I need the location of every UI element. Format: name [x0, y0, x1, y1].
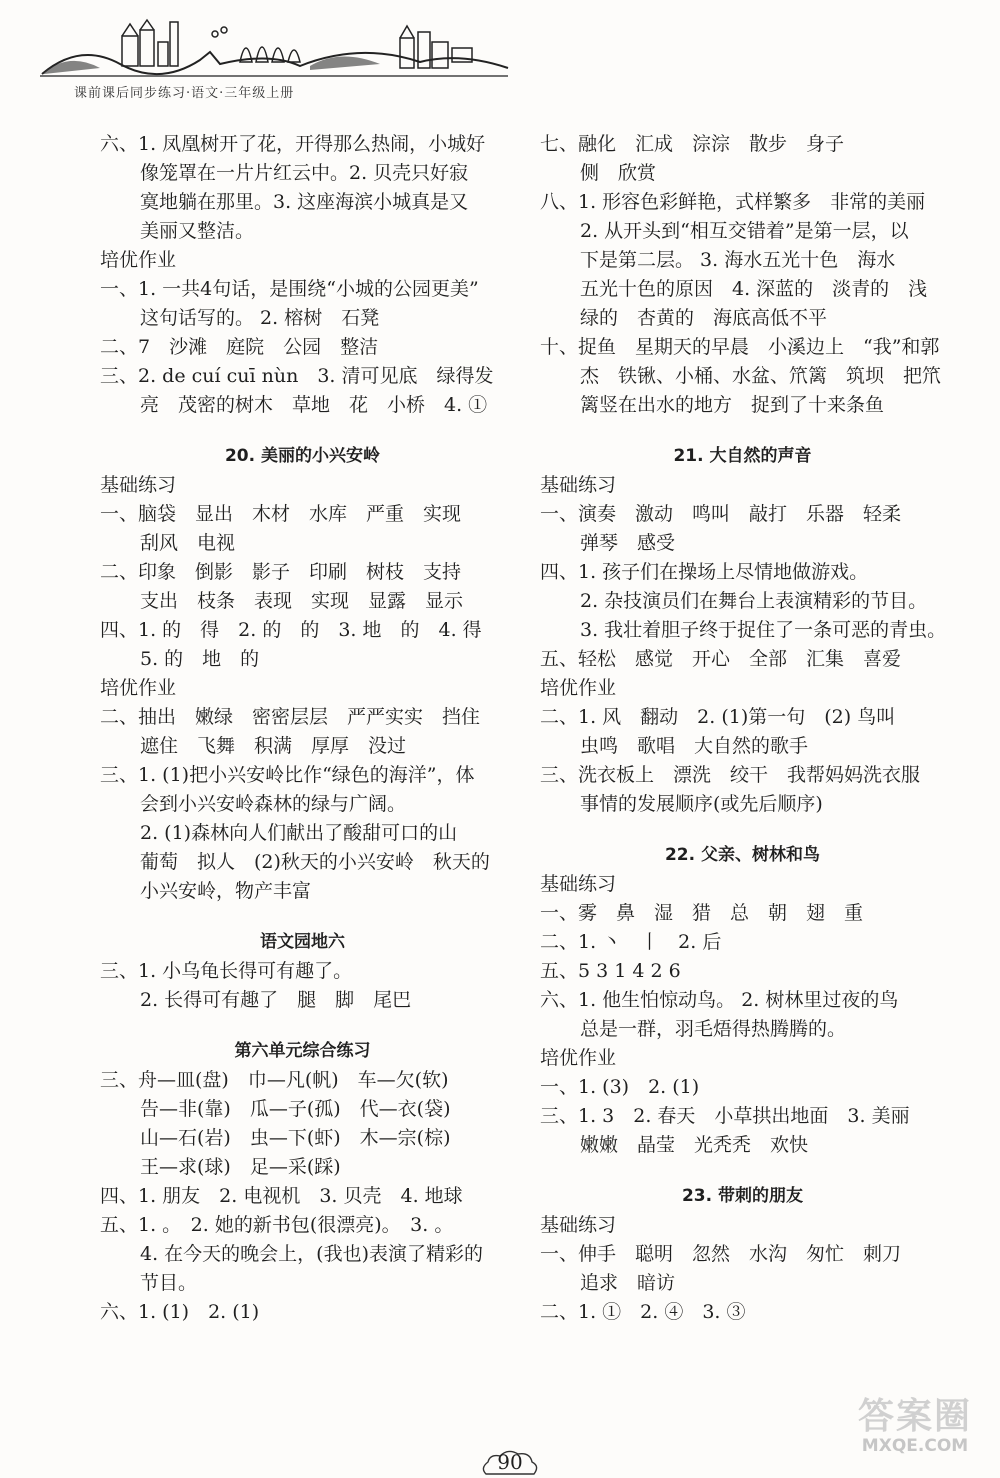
answer-line: 四、1. 的 得 2. 的 的 3. 地 的 4. 得 [100, 619, 482, 641]
answer-line: 三、1. 3 2. 春天 小草拱出地面 3. 美丽 [540, 1105, 910, 1127]
answer-line: 篱竖在出水的地方 捉到了十来条鱼 [580, 394, 885, 416]
watermark-url: MXQE.COM [861, 1436, 969, 1456]
answer-line: 2. 杂技演员们在舞台上表演精彩的节目。 [580, 590, 928, 612]
answer-line: 亮 茂密的树木 草地 花 小桥 4. ① [140, 394, 488, 416]
section-title: 22. 父亲、树林和鸟 [664, 845, 821, 865]
answer-line: 三、舟—皿(盘) 巾—凡(帆) 车—欠(软) [100, 1069, 449, 1091]
answer-line: 侧 欣赏 [580, 162, 657, 184]
answer-line: 会到小兴安岭森林的绿与广阔。 [140, 793, 407, 815]
answer-line: 五、1. 。 2. 她的新书包(很漂亮)。 3. 。 [100, 1214, 454, 1236]
section-gap [540, 819, 945, 841]
watermark [835, 1388, 995, 1464]
watermark-logo: 答案圈 [857, 1396, 972, 1437]
page-number: 90 [497, 1450, 523, 1474]
answer-line: 基础练习 [540, 873, 617, 895]
answer-line: 追求 暗访 [580, 1272, 676, 1294]
answer-line: 六、1. (1) 2. (1) [100, 1301, 260, 1323]
answer-line: 四、1. 孩子们在操场上尽情地做游戏。 [540, 561, 869, 583]
answer-line: 三、2. de cuí cuī nùn 3. 清可见底 绿得发 [100, 365, 494, 387]
answer-line: 像笼罩在一片片红云中。2. 贝壳只好寂 [140, 162, 469, 184]
answer-line: 2. 从开头到“相互交错着”是第一层，以 [580, 220, 909, 242]
answer-line: 三、1. (1)把小兴安岭比作“绿色的海洋”，体 [100, 764, 475, 786]
answer-line: 事情的发展顺序(或先后顺序) [580, 793, 823, 815]
answer-line: 培优作业 [100, 677, 177, 699]
answer-line: 二、抽出 嫩绿 密密层层 严严实实 挡住 [100, 706, 481, 728]
answer-line: 4. 在今天的晚会上，(我也)表演了精彩的 [140, 1243, 483, 1265]
section-title: 语文园地六 [260, 932, 345, 952]
answer-line: 二、1. 丶 丨 2. 后 [540, 931, 722, 953]
answer-line: 基础练习 [540, 1214, 617, 1236]
answer-line: 支出 枝条 表现 实现 显露 显示 [140, 590, 464, 612]
section-title: 21. 大自然的声音 [673, 446, 812, 466]
answer-line: 下是第二层。 3. 海水五光十色 海水 [580, 249, 896, 271]
answer-line: 弹琴 感受 [580, 532, 676, 554]
answer-line: 葡萄 拟人 (2)秋天的小兴安岭 秋天的 [140, 851, 490, 873]
answer-line: 二、7 沙滩 庭院 公园 整洁 [100, 336, 379, 358]
answer-line: 2. 长得可有趣了 腿 脚 尾巴 [140, 989, 412, 1011]
left-column [100, 130, 505, 1327]
answer-line: 虫鸣 歌唱 大自然的歌手 [580, 735, 809, 757]
answer-line: 基础练习 [100, 474, 177, 496]
answer-line: 总是一群，羽毛焐得热腾腾的。 [580, 1018, 847, 1040]
answer-line: 五、5 3 1 4 2 6 [540, 960, 681, 982]
answer-line: 五光十色的原因 4. 深蓝的 淡青的 浅 [580, 278, 928, 300]
answer-line: 寞地躺在那里。3. 这座海滨小城真是又 [140, 191, 469, 213]
book-title: 课前课后同步练习·语文·三年级上册 [74, 86, 295, 101]
answer-line: 2. (1)森林向人们献出了酸甜可口的山 [140, 822, 458, 844]
section-gap [100, 906, 505, 928]
section-gap [100, 1015, 505, 1037]
header-banner [40, 12, 510, 102]
answer-line: 基础练习 [540, 474, 617, 496]
answer-line: 一、1. 一共4句话，是围绕“小城的公园更美” [100, 278, 479, 300]
answer-line: 一、雾 鼻 湿 猎 总 朝 翅 重 [540, 902, 864, 924]
answer-line: 山—石(岩) 虫—下(虾) 木—宗(棕) [140, 1127, 451, 1149]
answer-line: 五、轻松 感觉 开心 全部 汇集 喜爱 [540, 648, 902, 670]
answer-line: 三、洗衣板上 漂洗 绞干 我帮妈妈洗衣服 [540, 764, 921, 786]
answer-line: 绿的 杏黄的 海底高低不平 [580, 307, 828, 329]
answer-line: 培优作业 [540, 677, 617, 699]
answer-line: 二、印象 倒影 影子 印刷 树枝 支持 [100, 561, 462, 583]
answer-line: 这句话写的。 2. 榕树 石凳 [140, 307, 380, 329]
answer-line: 节目。 [140, 1272, 198, 1294]
answer-line: 杰 铁锹、小桶、水盆、笊篱 筑坝 把笊 [580, 365, 942, 387]
answer-line: 遮住 飞舞 积满 厚厚 没过 [140, 735, 407, 757]
section-title: 20. 美丽的小兴安岭 [224, 446, 381, 466]
answer-line: 一、伸手 聪明 忽然 水沟 匆忙 刺刀 [540, 1243, 902, 1265]
answer-line: 培优作业 [100, 249, 177, 271]
answer-line: 二、1. 风 翻动 2. (1)第一句 (2) 鸟叫 [540, 706, 896, 728]
answer-line: 八、1. 形容色彩鲜艳，式样繁多 非常的美丽 [540, 191, 926, 213]
answer-line: 一、脑袋 显出 木材 水库 严重 实现 [100, 503, 462, 525]
answer-line: 六、1. 凤凰树开了花，开得那么热闹，小城好 [100, 133, 486, 155]
answer-line: 王—求(球) 足—采(踩) [140, 1156, 341, 1178]
answer-line: 培优作业 [540, 1047, 617, 1069]
section-title: 23. 带刺的朋友 [681, 1186, 804, 1206]
section-gap [540, 420, 945, 442]
answer-line: 六、1. 他生怕惊动鸟。 2. 树林里过夜的鸟 [540, 989, 899, 1011]
answer-line: 刮风 电视 [140, 532, 236, 554]
answer-line: 一、1. (3) 2. (1) [540, 1076, 700, 1098]
page-number-badge [478, 1448, 542, 1478]
answer-line: 小兴安岭，物产丰富 [140, 880, 312, 902]
answer-line: 一、演奏 激动 鸣叫 敲打 乐器 轻柔 [540, 503, 902, 525]
answer-line: 3. 我壮着胆子终于捉住了一条可恶的青虫。 [580, 619, 947, 641]
town-skyline-icon [40, 12, 510, 82]
section-gap [100, 420, 505, 442]
answer-line: 三、1. 小乌龟长得可有趣了。 [100, 960, 353, 982]
section-gap [540, 1160, 945, 1182]
answer-line: 二、1. ① 2. ④ 3. ③ [540, 1301, 746, 1323]
answer-line: 美丽又整洁。 [140, 220, 255, 242]
right-column [540, 130, 945, 1327]
answer-line: 十、捉鱼 星期天的早晨 小溪边上 “我”和郭 [540, 336, 940, 358]
answer-line: 5. 的 地 的 [140, 648, 260, 670]
answer-line: 七、融化 汇成 淙淙 散步 身子 [540, 133, 845, 155]
answer-line: 嫩嫩 晶莹 光秃秃 欢快 [580, 1134, 809, 1156]
section-title: 第六单元综合练习 [234, 1041, 371, 1061]
answer-line: 告—非(靠) 瓜—子(孤) 代—衣(袋) [140, 1098, 451, 1120]
answer-line: 四、1. 朋友 2. 电视机 3. 贝壳 4. 地球 [100, 1185, 463, 1207]
